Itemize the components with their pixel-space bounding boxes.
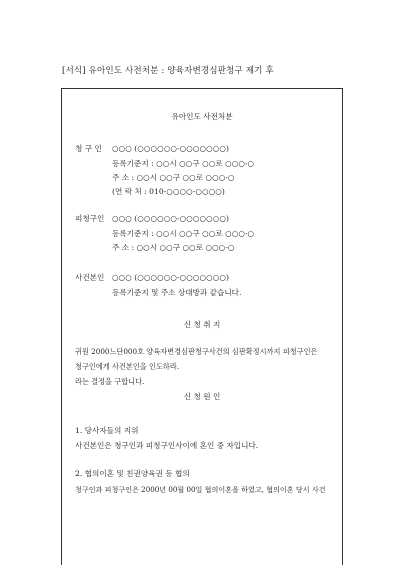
reason-heading: 신 청 원 인 (183, 392, 221, 401)
respondent-address: 주 소 : ○○시 ○○구 ○○로 ○○○-○ (112, 243, 235, 252)
claimant-name-id: ○○○ (○○○○○○-○○○○○○○) (112, 144, 229, 153)
form-header: [서식] 유아인도 사전처분 : 양육자변경심판청구 제기 후 (62, 66, 274, 76)
reason-section-text: 청구인과 피청구인은 2000년 00월 00일 협의이혼을 하였고, 협의이혼 당시 사건 (75, 485, 326, 494)
principal-note: 등록기준지 및 주소 상대방과 같습니다. (112, 288, 242, 297)
respondent-label: 피청구인 (75, 214, 105, 223)
purpose-heading: 신 청 취 지 (183, 320, 221, 329)
purpose-line: 청구인에게 사건본인을 인도하라. (75, 362, 180, 371)
respondent-registry: 등록기준지 : ○○시 ○○구 ○○로 ○○○-○ (112, 229, 255, 238)
reason-section-text: 사건본인은 청구인과 피청구인사이에 혼인 중 자입니다. (75, 441, 259, 450)
reason-section-title: 1. 당사자들의 지위 (75, 426, 139, 435)
purpose-line: 라는 결정을 구합니다. (75, 377, 145, 386)
document-title: 유아인도 사전처분 (171, 112, 233, 121)
claimant-registry: 등록기준지 : ○○시 ○○구 ○○로 ○○○-○ (112, 159, 255, 168)
document-frame (61, 88, 343, 565)
claimant-label: 청 구 인 (75, 144, 102, 153)
respondent-name-id: ○○○ (○○○○○○-○○○○○○○) (112, 214, 229, 223)
claimant-address: 주 소 : ○○시 ○○구 ○○로 ○○○-○ (112, 173, 235, 182)
principal-name-id: ○○○ (○○○○○○-○○○○○○○) (112, 273, 229, 282)
purpose-line: 귀원 2000느단000호 양육자변경심판청구사건의 심판확정시까지 피청구인은 (75, 347, 318, 356)
reason-section-title: 2. 협의이혼 및 친권양육권 등 협의 (75, 469, 190, 478)
principal-label: 사건본인 (75, 273, 105, 282)
claimant-phone: (연 락 처 : 010-○○○○-○○○○) (112, 187, 225, 196)
